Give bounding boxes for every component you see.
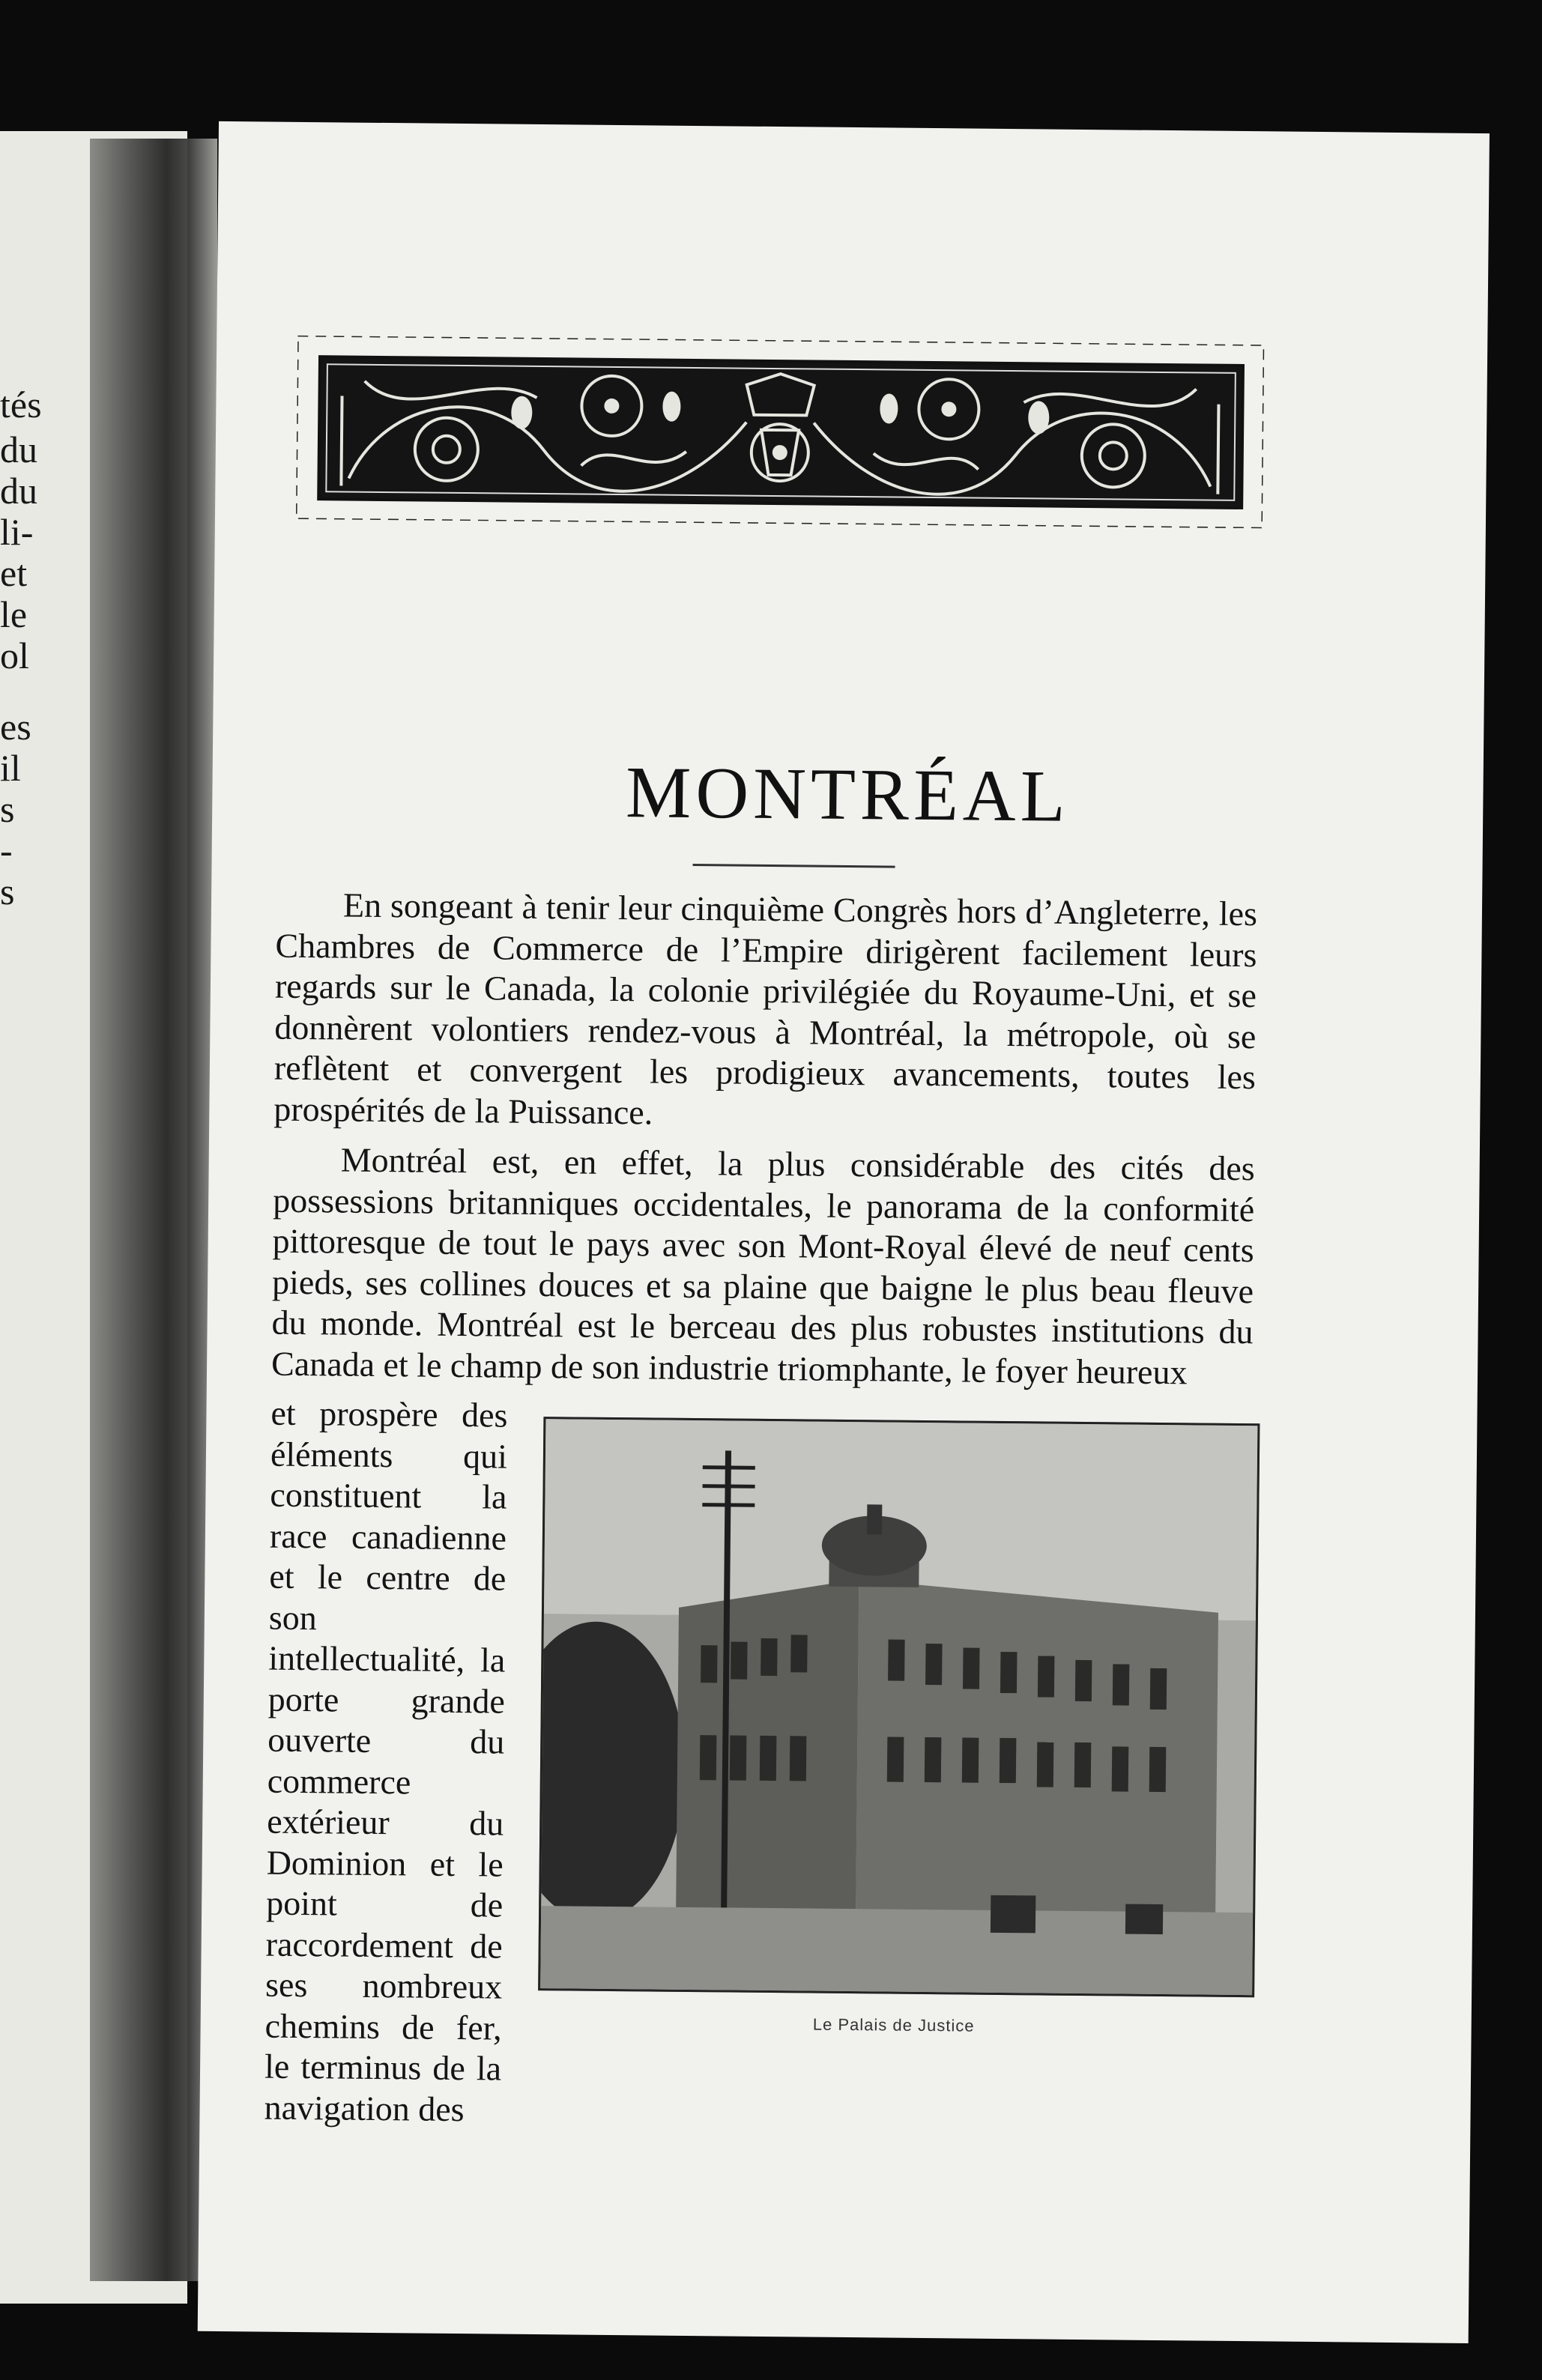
left-page-fragment: et xyxy=(0,552,28,594)
photo-caption: Le Palais de Justice xyxy=(812,2014,975,2035)
left-page-fragment: li- xyxy=(0,511,34,553)
title-divider xyxy=(693,864,895,868)
left-page-fragment: s xyxy=(0,870,15,912)
left-page-fragment: tés xyxy=(0,384,42,426)
book-page xyxy=(198,121,1490,2343)
left-page-fragment: - xyxy=(0,829,13,871)
body-paragraph-wrapped: et prospère des éléments qui constituent la race canadienne et le centre de son intellectualité, la porte grande ouverte du commerce extérieur du Dominion et le point de raccordement de ses nombreux chemins de fer, le terminus de la navigation des xyxy=(264,1393,508,2128)
left-page-fragment: le xyxy=(0,593,28,635)
left-page-fragment: es xyxy=(0,706,31,748)
left-page-fragment: du xyxy=(0,470,37,512)
body-paragraph-2: Montréal est, en effet, la plus considérable des cités des possessions britanniques occidentales, le panorama de la conformité pittoresque de tout le pays avec son Mont-Royal élevé de neuf cents pieds, ses collines douces et sa plaine que baigne le plus beau fleuve du monde. Montréal est le berceau des plus robustes institutions du Canada et le champ de son industrie triomphante, le foyer heureux xyxy=(270,1140,1255,1391)
page-title: MONTRÉAL xyxy=(625,752,1071,838)
decorative-headpiece-ornament xyxy=(296,336,1264,528)
left-page-fragment: s xyxy=(0,788,15,830)
courthouse-photograph xyxy=(538,1417,1260,1997)
left-page-fragment: du xyxy=(0,429,37,470)
body-paragraph-1: En songeant à tenir leur cinquième Congrès hors d’Angleterre, les Chambres de Commerce de l’Empire dirigèrent facilement leurs regards sur le Canada, la colonie privilégiée du Royaume-Uni, et se donnèrent volontiers rendez-vous à Montréal, la métropole, où se reflètent et convergent les prodigieux avancements, toutes les prospérités de la Puissance. xyxy=(273,885,1258,1131)
left-page-fragment: il xyxy=(0,747,21,789)
left-page-fragment: ol xyxy=(0,635,29,676)
